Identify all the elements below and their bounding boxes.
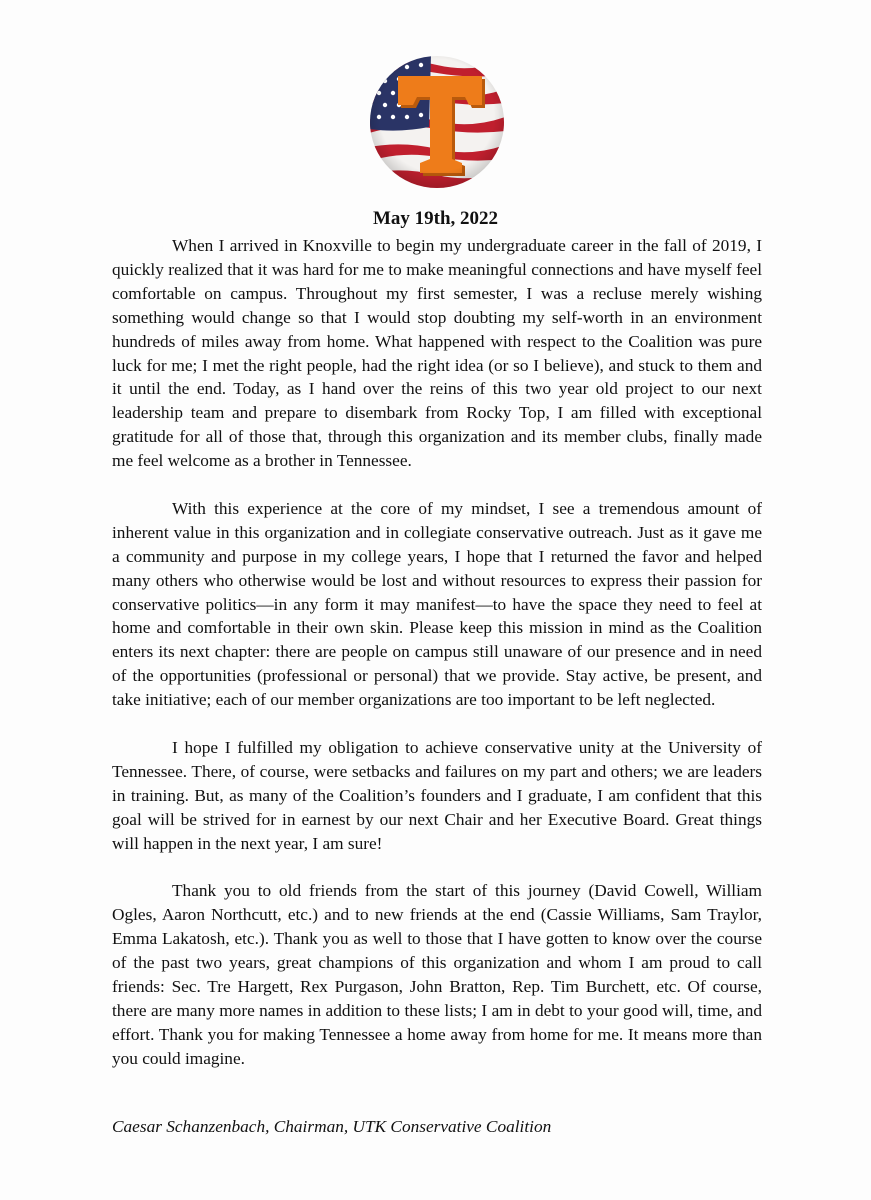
paragraph: Thank you to old friends from the start of this journey (David Cowell, William Ogles, Aaron Northcutt, etc.) and to new friends at the end (Cassie Williams, Sam Traylor, Emma Lakatosh, etc.). Thank you as well to those that I have gotten to know over the course of the past two years, great champions of this organization and whom I am proud to call friends: Sec. Tre Hargett, Rex Purgason, John Bratton, Rep. Tim Burchett, etc. Of course, there are many more names in addition to these lists; I am in debt to your good will, time, and effort. Thank you for making Tennessee a home away from home for me. It means more than you could imagine.: [112, 881, 762, 1068]
paragraph: With this experience at the core of my mindset, I see a tremendous amount of inherent value in this organization and in collegiate conservative outreach. Just as it gave me a community and purpose in my college years, I hope that I returned the favor and helped many others who otherwise would be lost and without resources to express their passion for conservative politics—in any form it may manifest—to have the space they need to feel at home and comfortable in their own skin. Please keep this mission in mind as the Coalition enters its next chapter: there are people on campus still unaware of our presence and in need of the opportunities (professional or personal) that we provide. Stay active, be present, and take initiative; each of our member organizations are too important to be left neglected.: [112, 498, 762, 710]
signature-line: Caesar Schanzenbach, Chairman, UTK Conservative Coalition: [112, 1117, 552, 1136]
paragraph: I hope I fulfilled my obligation to achieve conservative unity at the University of Tennessee. There, of course, were setbacks and failures on my part and others; we are leaders in training. But, as many of the Coalition’s founders and I graduate, I am confident that this goal will be strived for in earnest by our next Chair and her Executive Board. Great things will happen in the next year, I am sure!: [112, 738, 762, 853]
letter-date: May 19th, 2022: [372, 208, 499, 229]
letter-body: [112, 234, 762, 1095]
paragraph: When I arrived in Knoxville to begin my undergraduate career in the fall of 2019, I quickly realized that it was hard for me to make meaningful connections and have myself feel comfortable on campus. Throughout my first semester, I was a recluse merely wishing something would change so that I would stop doubting my self-worth in an environment hundreds of miles away from home. What happened with respect to the Coalition was pure luck for me; I met the right people, had the right idea (or so I believe), and stuck to them and it until the end. Today, as I hand over the reins of this two year old project to our next leadership team and prepare to disembark from Rocky Top, I am filled with exceptional gratitude for all of those that, through this organization and its member clubs, finally made me feel welcome as a brother in Tennessee.: [112, 236, 762, 471]
power-t-flag-logo-icon: [369, 55, 505, 189]
